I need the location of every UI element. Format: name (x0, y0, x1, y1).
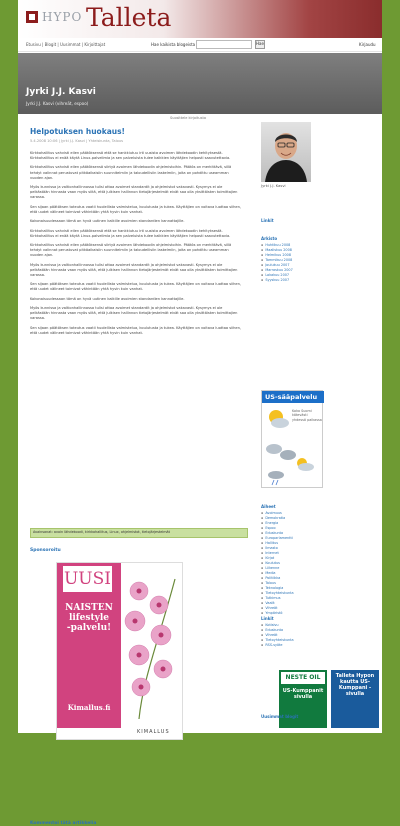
tag-item[interactable]: ▪ Liikenne (261, 566, 371, 571)
recommend-link[interactable]: Suosittele kirjoitusta (170, 116, 206, 120)
tag-list (261, 511, 371, 616)
author-photo (261, 122, 311, 182)
archive-list (261, 243, 371, 283)
archive-item[interactable]: ▪ Joulukuu 2007 (261, 263, 371, 268)
tag-item[interactable]: ▪ Demokratia (261, 516, 371, 521)
other-link[interactable]: ▪ Tietoyhteiskunta (261, 638, 371, 643)
ad-pink-panel (57, 563, 121, 728)
topnav-links[interactable]: Etusivu | Blogit | Uusimmat | Kirjoittajat (26, 42, 106, 47)
post-paragraph: Myös kunnissa ja valtionhallinnossa tulisi ottaa avoimet standardit ja ohjelmistot vakavasti. Kysymys ei ole pelkästään hinnasta vaan myös siitä, että julkisen hallinnon tietojärjestelmät eivät saa olla yksittäisten toimittajien varassa. (30, 262, 238, 277)
ad-line-2: lifestyle (68, 613, 110, 623)
tags-heading: Aiheet (261, 504, 276, 509)
weather-title: US-sääpalvelu (262, 391, 324, 403)
tag-item[interactable]: ▪ Eduskunta (261, 531, 371, 536)
tag-item[interactable]: ▪ Teknologia (261, 586, 371, 591)
search-input[interactable] (196, 40, 252, 49)
tag-item[interactable]: ▪ Talous (261, 581, 371, 586)
kimallus-ad[interactable] (56, 562, 183, 740)
blog-title[interactable]: Jyrki J.J. Kasvi (26, 87, 96, 97)
post-paragraph: Myös kunnissa ja valtionhallinnossa tulisi ottaa avoimet standardit ja ohjelmistot vakavasti. Kysymys ei ole pelkästään hinnasta vaan myös siitä, että julkisen hallinnon tietojärjestelmät eivät saa olla yksittäisten toimittajien varassa. (30, 306, 238, 321)
archive-item[interactable]: ▪ Tammikuu 2008 (261, 258, 371, 263)
archive-item[interactable]: ▪ Huhtikuu 2008 (261, 243, 371, 248)
post-paragraph: Kirkkohallitus vahvisti eilen päätöksensä että se hankkiutuu irti uusista avoimen lähdekoodin kehityksestä. Kirkkohallitus ei enää käytä Linux-palvelimia ja sen palveluista tulee kaikkien käyttäjien helposti saavutettavia. (30, 228, 231, 238)
comments-heading[interactable]: Kommentoi tätä artikkelia (30, 821, 97, 826)
tag-item[interactable]: ▪ Europarlamentti (261, 536, 371, 541)
ad-link[interactable]: Kimallus.fi (67, 703, 111, 712)
other-link[interactable]: ▪ Vihreät (261, 633, 371, 638)
archive-item[interactable]: ▪ Lokakuu 2007 (261, 273, 371, 278)
tag-item[interactable]: ▪ Politiikka (261, 576, 371, 581)
tag-item[interactable]: ▪ Espoo (261, 526, 371, 531)
tag-item[interactable]: ▪ Energia (261, 521, 371, 526)
tag-item[interactable]: ▪ Avoimuus (261, 511, 371, 516)
orchid-image (119, 569, 181, 719)
brand-talleta[interactable]: Talleta (86, 3, 172, 32)
neste-text: US-Kumppanit sivulla (282, 688, 324, 700)
tag-item[interactable]: ▪ Vihreät (261, 606, 371, 611)
partner-ads (279, 670, 379, 730)
ad-brand: KIMALLUS (137, 729, 170, 735)
post-paragraph: Kirkkohallitus vahvisti eilen päätöksensä siirtyä avoimen lähdekoodin ohjelmistoihin. Päätös on merkittävä, sillä tehdyt valinnat perustuvat pitkäaikaisiin suunnitelmiin ja taloudellisiin laskelmiin, joita on pohdittu useamman vuoden ajan. (30, 243, 232, 258)
other-link[interactable]: ▪ Kotisivu (261, 623, 371, 628)
tag-item[interactable]: ▪ Tutkimus (261, 596, 371, 601)
top-navigation (18, 38, 382, 52)
post-body (30, 151, 242, 340)
other-links-heading: Linkit (261, 616, 274, 621)
weather-widget[interactable] (261, 390, 323, 488)
ad-headline (59, 603, 119, 633)
tags-block (261, 504, 371, 616)
links-block (261, 218, 371, 225)
neste-logo: NESTE OIL (281, 672, 325, 684)
login-link[interactable]: Kirjaudu (359, 42, 376, 47)
page (18, 0, 382, 826)
tag-item[interactable]: ▪ Hallitus (261, 541, 371, 546)
brand-hypo: HYPO (42, 10, 83, 24)
tag-item[interactable]: ▪ Media (261, 571, 371, 576)
feed-block (261, 714, 371, 721)
tag-item[interactable]: ▪ Internet (261, 551, 371, 556)
other-link[interactable]: ▪ Eduskunta (261, 628, 371, 633)
other-links-block (261, 616, 371, 648)
ad-label: Sponsoroitu (30, 548, 61, 553)
post-paragraph: Kokonaisuudessaan tämä on hyvä uutinen kaikille avoimien standardien kannattajille. (30, 219, 185, 224)
feed-heading: Uusimmat blogit (261, 714, 299, 719)
archive-block (261, 236, 371, 283)
post-paragraph: Sen sijaan päätöksen toteutus vaatii huolellista valmistelua, koulutusta ja tukea. Käyttäjien on voitava luottaa siihen, että uudet välineet toimivat vähintään yhtä hyvin kuin vanhat. (30, 282, 242, 292)
tag-item[interactable]: ▪ Ympäristö (261, 611, 371, 616)
post-meta: 5.4.2008 10:06 | Jyrki J.J. Kasvi | Yhteiskunta, Talous (30, 139, 123, 143)
ad-line-1: NAISTEN (65, 603, 113, 613)
links-heading: Linkit (261, 218, 274, 223)
post-paragraph: Sen sijaan päätöksen toteutus vaatii huolellista valmistelua, koulutusta ja tukea. Käyttäjien on voitava luottaa siihen, että uudet välineet toimivat vähintään yhtä hyvin kuin vanhat. (30, 325, 242, 335)
post-paragraph: Kirkkohallitus vahvisti eilen päätöksensä siirtyä avoimen lähdekoodin ohjelmistoihin. Päätös on merkittävä, sillä tehdyt valinnat perustuvat pitkäaikaisiin suunnitelmiin ja taloudellisiin laskelmiin, joita on pohdittu useamman vuoden ajan. (30, 165, 232, 180)
author-name[interactable]: Jyrki J.J. Kasvi (261, 184, 286, 188)
tag-item[interactable]: ▪ Tietoyhteiskunta (261, 591, 371, 596)
post-tags[interactable]: Avainsanat: avoin lähdekoodi, kirkkohallitus, Linux, ohjelmistot, tietojärjestelmät (30, 528, 248, 538)
archive-heading: Arkisto (261, 236, 278, 241)
blog-subtitle: Jyrki J.J. Kasvi (vihreät, espoo) (26, 101, 89, 106)
post-paragraph: Sen sijaan päätöksen toteutus vaatii huolellista valmistelua, koulutusta ja tukea. Käyttäjien on voitava luottaa siihen, että uudet välineet toimivat vähintään yhtä hyvin kuin vanhat. (30, 204, 242, 214)
archive-item[interactable]: ▪ Maaliskuu 2008 (261, 248, 371, 253)
tag-item[interactable]: ▪ Vaalit (261, 601, 371, 606)
archive-item[interactable]: ▪ Marraskuu 2007 (261, 268, 371, 273)
other-links-list (261, 623, 371, 648)
post-paragraph: Kirkkohallitus vahvisti eilen päätöksensä että se hankkiutuu irti uusista avoimen lähdekoodin kehityksestä. Kirkkohallitus ei enää käytä Linux-palvelimia ja sen palveluista tulee kaikkien käyttäjien helposti saavutettavia. (30, 151, 231, 161)
tag-item[interactable]: ▪ Koulutus (261, 561, 371, 566)
hypo-logo-icon (26, 11, 38, 23)
ad-new-badge: UUSI (63, 566, 112, 592)
post-paragraph: Myös kunnissa ja valtionhallinnossa tulisi ottaa avoimet standardit ja ohjelmistot vakavasti. Kysymys ei ole pelkästään hinnasta vaan myös siitä, että julkisen hallinnon tietojärjestelmät eivät saa olla yksittäisten toimittajien varassa. (30, 185, 238, 200)
ad-line-3: -palvelu! (66, 623, 112, 633)
other-link[interactable]: ▪ RSS-syöte (261, 643, 371, 648)
search-label: Hae kaikista blogeista (151, 42, 196, 47)
tag-item[interactable]: ▪ Ilmasto (261, 546, 371, 551)
archive-item[interactable]: ▪ Syyskuu 2007 (261, 278, 371, 283)
tag-item[interactable]: ▪ Kirjat (261, 556, 371, 561)
blog-hero (18, 53, 382, 114)
hypo-ad-text: Talleta Hypon kautta US-Kumppani -sivulla (335, 673, 375, 697)
post-paragraph: Kokonaisuudessaan tämä on hyvä uutinen kaikille avoimien standardien kannattajille. (30, 296, 185, 301)
archive-item[interactable]: ▪ Helmikuu 2008 (261, 253, 371, 258)
author-avatar (261, 122, 311, 182)
site-header (18, 0, 382, 38)
search-button[interactable]: Hae (255, 40, 265, 49)
weather-text: Koko Suomi kätevästi yhdessä paikassa (292, 409, 322, 422)
post-title[interactable]: Helpotuksen huokaus! (30, 127, 125, 136)
